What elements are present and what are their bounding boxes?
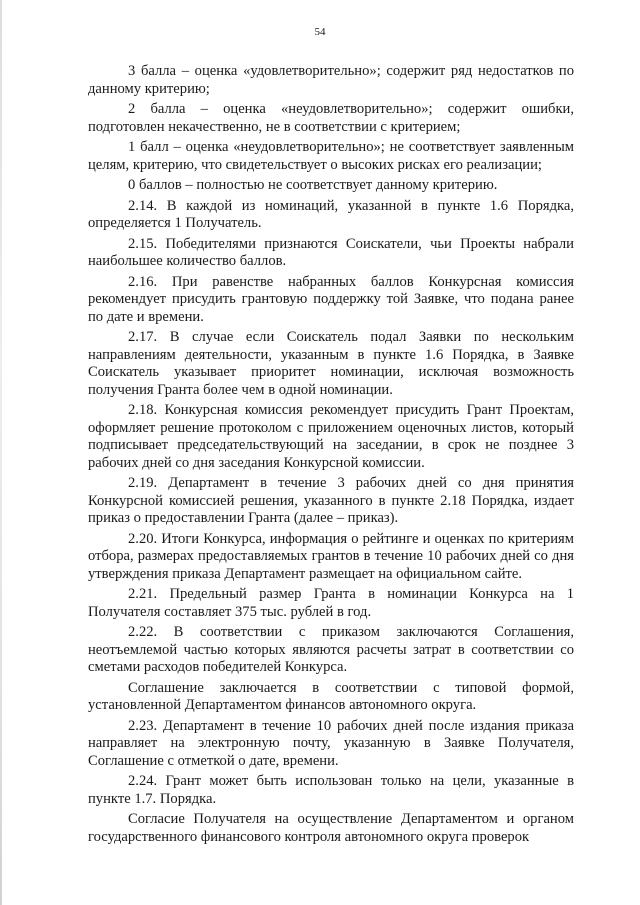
paragraph: 2.24. Грант может быть использован только на цели, указанные в пункте 1.7. Порядка.: [88, 773, 574, 807]
paragraph: 2.19. Департамент в течение 3 рабочих дней со дня принятия Конкурсной комиссией решения, указанного в пункте 2.18 Порядка, издает приказ о предоставлении Гранта (далее – приказ).: [88, 475, 574, 526]
paragraph: 2.23. Департамент в течение 10 рабочих дней после издания приказа направляет на электронную почту, указанную в Заявке Получателя, Соглашение с отметкой о дате, времени.: [88, 717, 574, 769]
paragraph: Согласие Получателя на осуществление Департаментом и органом государственного финансового контроля автономного округа проверок: [88, 811, 574, 845]
page-number: 54: [314, 26, 326, 38]
paragraph: 2.16. При равенстве набранных баллов Конкурсная комиссия рекомендует присудить грантовую поддержку той Заявке, что подана ранее по дате и времени.: [88, 273, 574, 325]
paragraph: 1 балл – оценка «неудовлетворительно»; не соответствует заявленным целям, критерию, что свидетельствует о высоких рисках его реализации;: [88, 139, 574, 173]
paragraph: 2.15. Победителями признаются Соискатели, чьи Проекты набрали наибольшее количество баллов.: [88, 235, 574, 269]
paragraph: 2 балла – оценка «неудовлетворительно»; содержит ошибки, подготовлен некачественно, не в соответствии с критерием;: [88, 101, 574, 135]
paragraph: Соглашение заключается в соответствии с типовой формой, установленной Департаментом финансов автономного округа.: [88, 679, 574, 713]
scan-edge: [0, 0, 2, 905]
paragraph: 2.22. В соответствии с приказом заключаются Соглашения, неотъемлемой частью которых являются расчеты затрат в соответствии со сметами расходов победителей Конкурса.: [88, 624, 574, 675]
paragraph: 2.18. Конкурсная комиссия рекомендует присудить Грант Проектам, оформляет решение протоколом с приложением оценочных листов, который подписывает председательствующий на заседании, в срок не позднее 3 рабочих дней со дня заседания Конкурсной комиссии.: [88, 402, 574, 471]
paragraph: 2.14. В каждой из номинаций, указанной в пункте 1.6 Порядка, определяется 1 Получатель.: [88, 197, 574, 231]
paragraph: 2.21. Предельный размер Гранта в номинации Конкурса на 1 Получателя составляет 375 тыс. рублей в год.: [88, 586, 574, 620]
paragraph: 3 балла – оценка «удовлетворительно»; содержит ряд недостатков по данному критерию;: [88, 63, 574, 97]
paragraph: 2.20. Итоги Конкурса, информация о рейтинге и оценках по критериям отбора, размерах предоставляемых грантов в течение 10 рабочих дней со дня утверждения приказа Департамент размещает на официальном сайте.: [88, 530, 574, 582]
paragraph: 0 баллов – полностью не соответствует данному критерию.: [128, 177, 498, 193]
document-body: [88, 63, 574, 849]
paragraph: 2.17. В случае если Соискатель подал Заявки по нескольким направлениям деятельности, указанным в пункте 1.6 Порядка, в Заявке Соискатель указывает приоритет номинации, исключая возможность получения Гранта более чем в одной номинации.: [88, 329, 574, 398]
